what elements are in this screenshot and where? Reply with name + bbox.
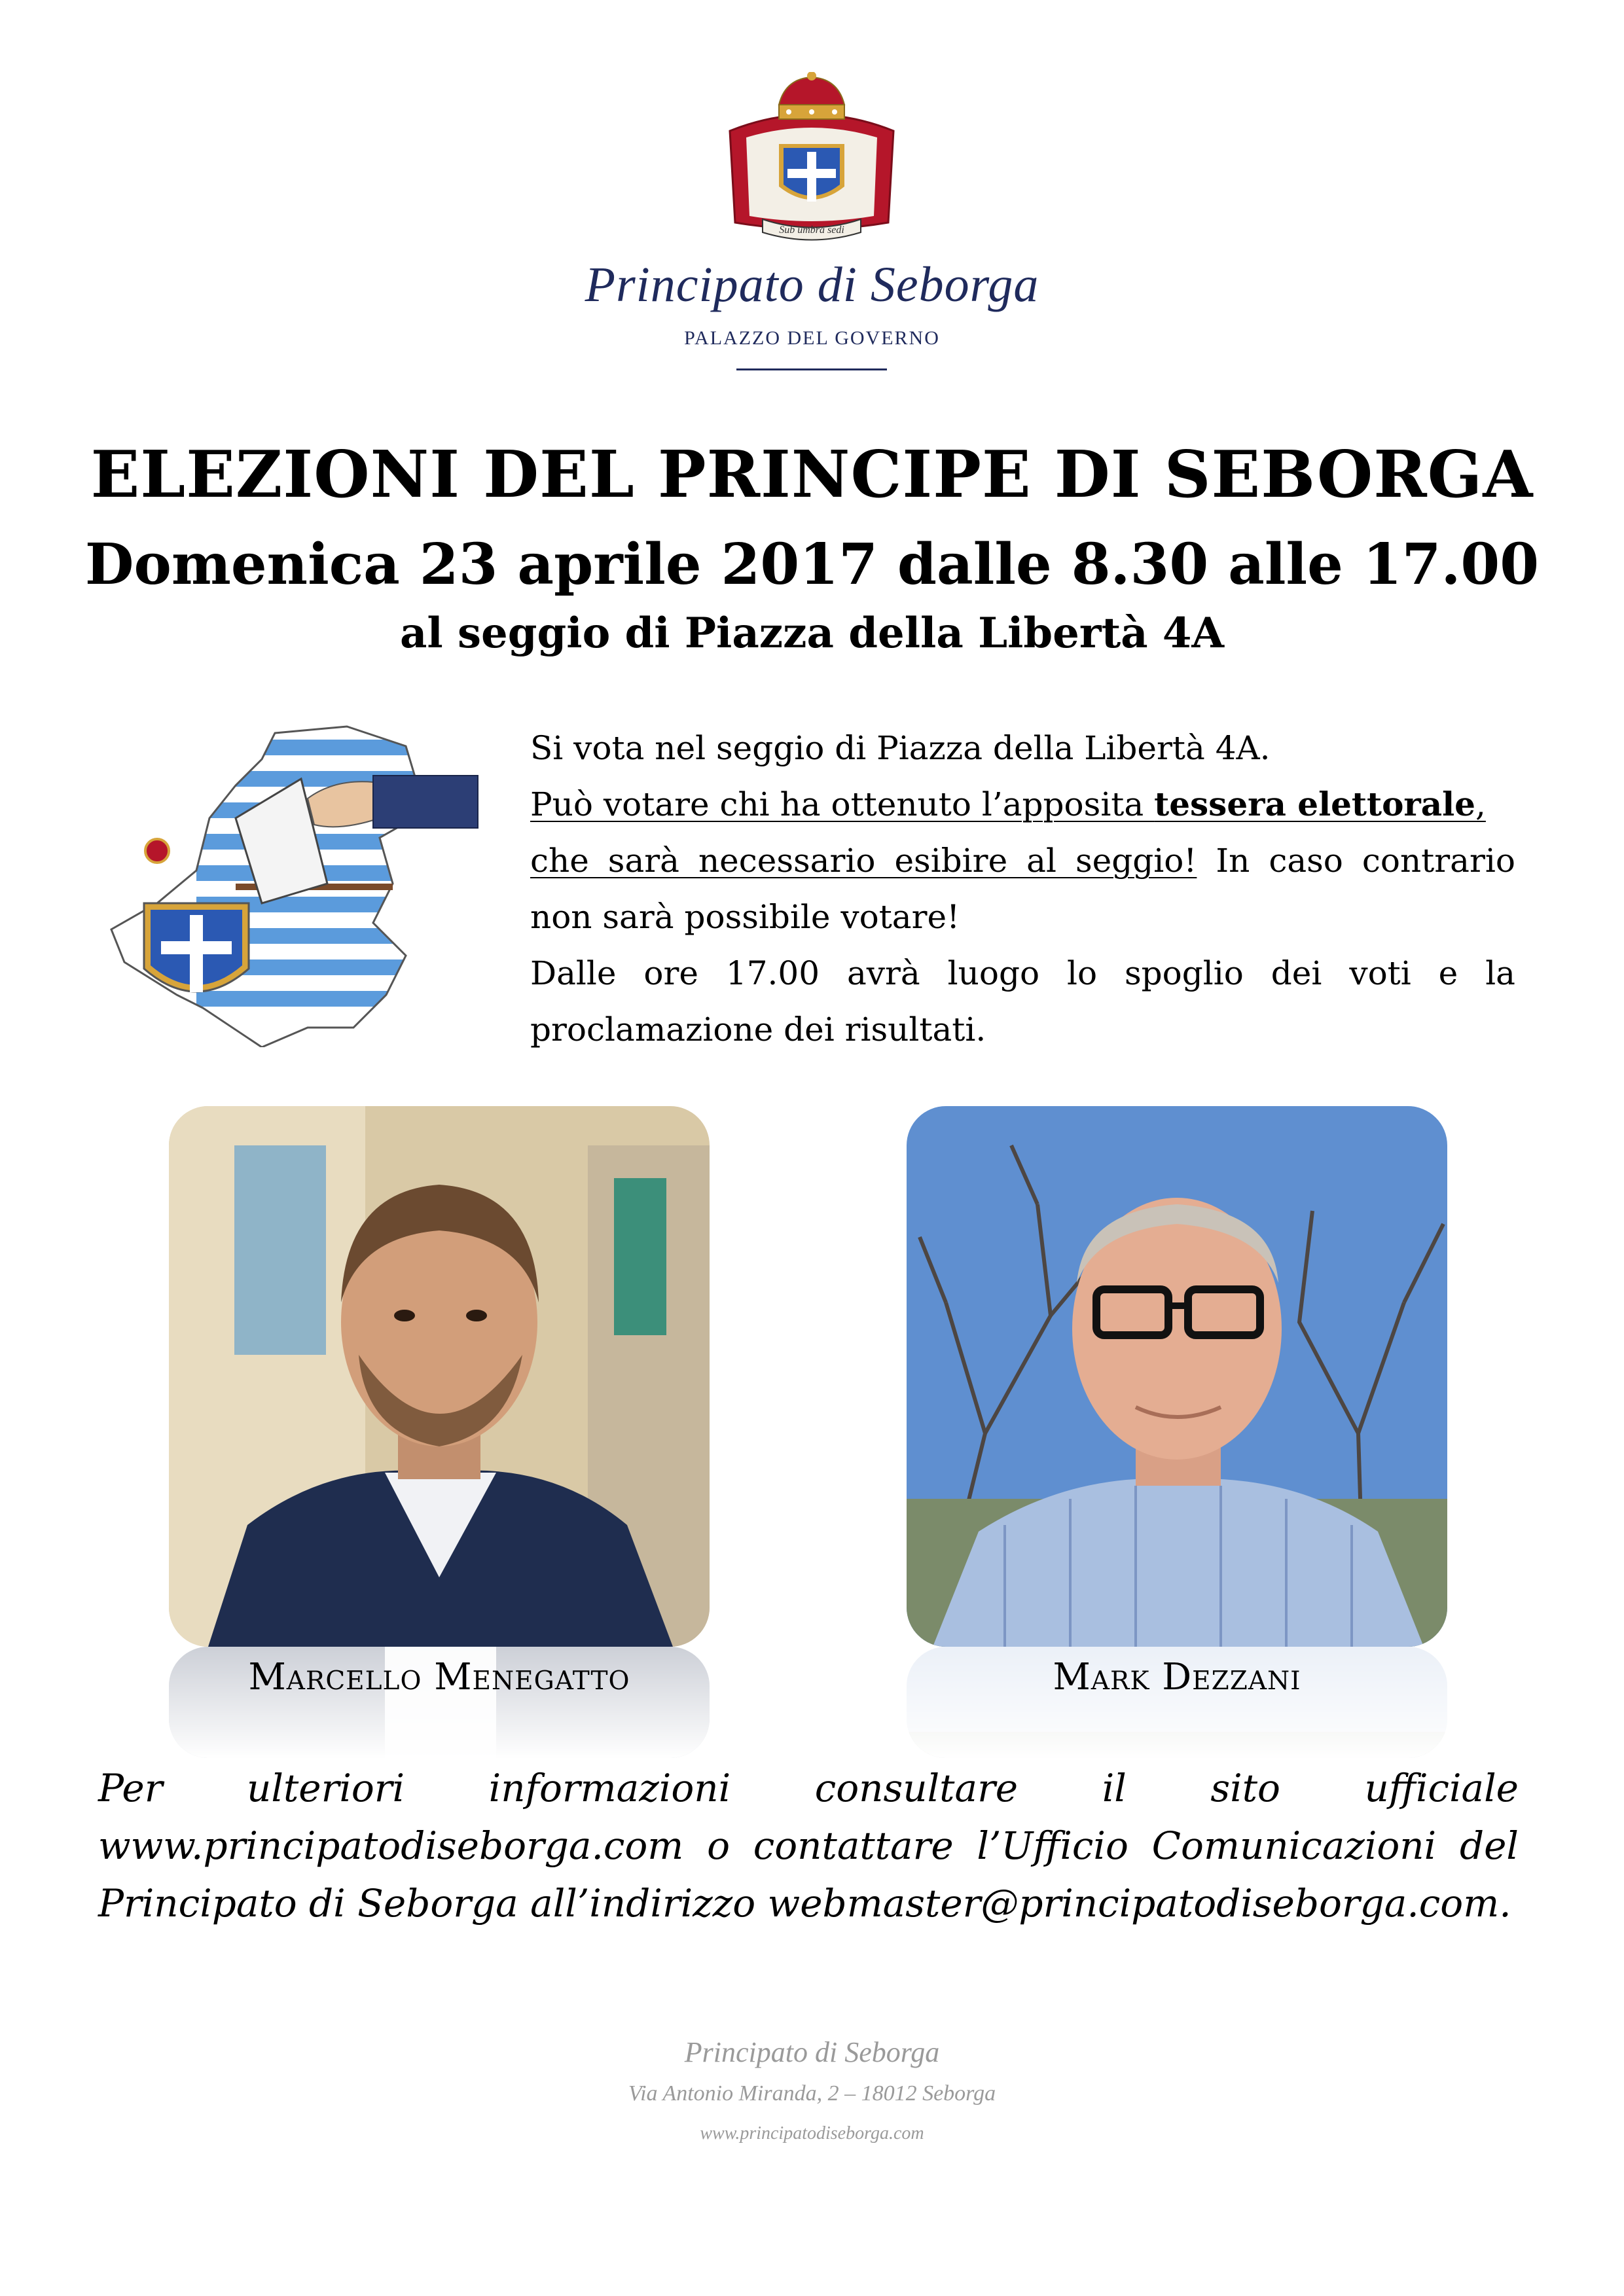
candidate-photo-menegatto bbox=[169, 1106, 710, 1647]
footer-website: www.principatodiseborga.com bbox=[700, 2123, 924, 2144]
crest-motto: Sub umbra sedi bbox=[779, 224, 844, 236]
voter-card-term: tessera elettorale bbox=[1154, 785, 1475, 823]
principality-name: Principato di Seborga bbox=[585, 257, 1039, 312]
info-line-2 bbox=[530, 776, 1515, 833]
header-divider bbox=[736, 368, 887, 370]
info-line-4: Dalle ore 17.00 avrà luogo lo spoglio dei voti e la proclamazione dei risultati. bbox=[530, 954, 1515, 1049]
footer-address: Via Antonio Miranda, 2 – 18012 Seborga bbox=[628, 2081, 996, 2106]
info-line-3-rest: In caso contrario non sarà possibile votare! bbox=[530, 842, 1515, 936]
voting-info bbox=[530, 720, 1515, 1058]
election-place: al seggio di Piazza della Libertà 4A bbox=[399, 609, 1225, 658]
info-line-2-prefix: Può votare chi ha ottenuto l’apposita bbox=[530, 785, 1155, 823]
info-line-1: Si vota nel seggio di Piazza della Libertà 4A. bbox=[530, 729, 1271, 767]
footer-principality-name: Principato di Seborga bbox=[684, 2036, 940, 2068]
palace-label: PALAZZO DEL GOVERNO bbox=[684, 327, 940, 349]
election-date: Domenica 23 aprile 2017 dalle 8.30 alle 17.00 bbox=[84, 531, 1540, 598]
seborga-map-ballot-illustration bbox=[98, 720, 556, 1047]
seborga-crest-logo bbox=[717, 72, 907, 249]
page-title: ELEZIONI DEL PRINCIPE DI SEBORGA bbox=[90, 437, 1534, 512]
info-line-3-underlined: che sarà necessario esibire al seggio! bbox=[530, 842, 1197, 880]
contact-info-paragraph: Per ulteriori informazioni consultare il sito ufficiale www.principatodiseborga.com o contattare l’Ufficio Comunicazioni del Principato di Seborga all’indirizzo webmaster@principatodiseborga.com. bbox=[98, 1766, 1519, 1926]
candidate-name-menegatto: Marcello Menegatto bbox=[248, 1656, 630, 1698]
info-line-3 bbox=[530, 833, 1515, 945]
candidate-photo-dezzani bbox=[907, 1106, 1447, 1647]
candidate-name-dezzani: Mark Dezzani bbox=[1053, 1656, 1301, 1698]
info-line-2-suffix: , bbox=[1475, 785, 1486, 823]
